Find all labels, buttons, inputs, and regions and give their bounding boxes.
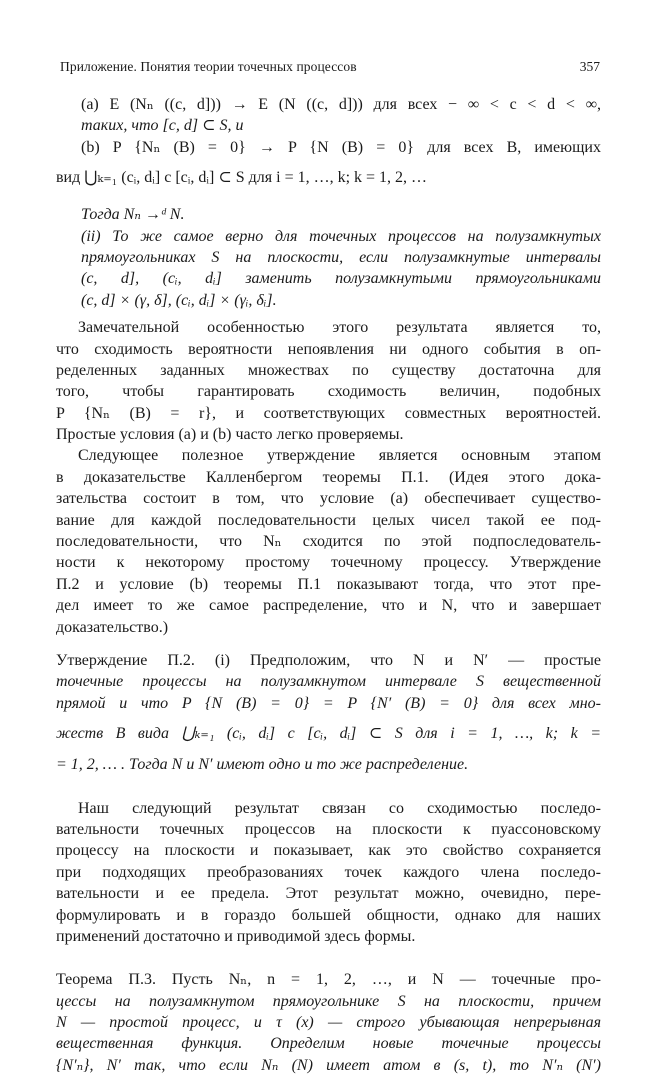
text-line: применений достаточно и приводимой здесь формы. bbox=[56, 927, 416, 945]
text-line: Следующее полезное утверждение является основным этапом bbox=[78, 447, 601, 465]
text-line: ределенных заданных множествах по существу достаточна для bbox=[56, 361, 601, 379]
page-body bbox=[56, 94, 601, 1076]
text-line: вательности и ее предела. Этот результат можно, очевидно, пере- bbox=[56, 885, 601, 903]
text-line: (c, d] × (γ, δ], (cᵢ, dᵢ] × (γᵢ, δᵢ]. bbox=[81, 291, 277, 309]
text-line: дел имеет то же самое распределение, что и N, что и завершает bbox=[56, 597, 601, 615]
text-line: формулировать и в гораздо большей общности, однако для наших bbox=[56, 906, 601, 924]
text-line: (b) P {Nₙ (B) = 0} → P {N (B) = 0} для всех B, имеющих bbox=[81, 138, 601, 156]
text-line: {N′ₙ}, N′ так, что если Nₙ (N) имеет атом в (s, t), то N′ₙ (N′) bbox=[56, 1056, 601, 1074]
text-line: процессу на плоскости и показывает, как это свойство сохраняется bbox=[56, 842, 601, 860]
text-line: ности к некоторому простому точечному процессу. Утверждение bbox=[56, 554, 601, 572]
text-line: P {Nₙ (B) = r}, и соответствующих совместных вероятностей. bbox=[56, 404, 601, 422]
running-title: Приложение. Понятия теории точечных процессов bbox=[60, 59, 357, 74]
text-line: Теорема П.3. Пусть Nₙ, n = 1, 2, …, и N — точечные про- bbox=[56, 971, 601, 989]
text-line: (ii) То же самое верно для точечных процессов на полузамкнутых bbox=[81, 227, 601, 245]
text-line: доказательство.) bbox=[56, 618, 169, 636]
text-line: что сходимость вероятности непоявления ни одного события в оп- bbox=[56, 340, 601, 358]
text-line: прямоугольниках S на плоскости, если полузамкнутые интервалы bbox=[81, 248, 601, 266]
text-line: точечные процессы на полузамкнутом интервале S вещественной bbox=[56, 673, 601, 691]
text-line: Утверждение П.2. (i) Предположим, что N и N′ — простые bbox=[56, 651, 601, 669]
text-line: того, чтобы гарантировать сходимость величин, подобных bbox=[56, 383, 601, 401]
text-line: вещественная функция. Определим новые точечные процессы bbox=[56, 1035, 601, 1053]
text-line: таких, что [c, d] ⊂ S, и bbox=[81, 117, 244, 135]
text-line: N — простой процесс, и τ (x) — строго убывающая непрерывная bbox=[56, 1014, 601, 1032]
text-line: зательства состоит в том, что условие (a) обеспечивает существо- bbox=[56, 490, 601, 508]
line-gap bbox=[56, 947, 601, 969]
line-gap bbox=[56, 776, 601, 798]
text-line: последовательности, что Nₙ сходится по этой подпоследователь- bbox=[56, 533, 601, 551]
text-line: цессы на полузамкнутом прямоугольнике S на плоскости, причем bbox=[56, 992, 601, 1010]
text-line: Тогда Nₙ →ᵈ N. bbox=[81, 206, 185, 224]
text-line: прямой и что P {N (B) = 0} = P {N′ (B) = 0} для всех мно- bbox=[56, 694, 601, 712]
text-line: = 1, 2, … . Тогда N и N′ имеют одно и то же распределение. bbox=[56, 756, 469, 774]
text-line: вид ⋃ₖ₌₁ (cᵢ, dᵢ] с [cᵢ, dᵢ] ⊂ S для i = 1, …, k; k = 1, 2, … bbox=[56, 169, 428, 187]
text-line: вание для каждой последовательности целых чисел такой ее под- bbox=[56, 511, 601, 529]
text-line: Замечательной особенностью этого результата является то, bbox=[78, 319, 601, 337]
text-line: в доказательстве Калленбергом теоремы П.1. (Идея этого дока- bbox=[56, 468, 601, 486]
text-line: Наш следующий результат связан со сходимостью последо- bbox=[78, 799, 601, 817]
text-line: при подходящих преобразованиях точек каждого члена последо- bbox=[56, 863, 601, 881]
text-line: П.2 и условие (b) теоремы П.1 показывают тогда, что этот пре- bbox=[56, 575, 601, 593]
text-line: Простые условия (a) и (b) часто легко проверяемы. bbox=[56, 426, 404, 444]
text-line: вательности точечных процессов на плоскости к пуассоновскому bbox=[56, 820, 601, 838]
text-line: жеств B вида ⋃ₖ₌₁ (cᵢ, dᵢ] с [cᵢ, dᵢ] ⊂ S для i = 1, …, k; k = bbox=[56, 725, 601, 743]
text-line: (a) E (Nₙ ((c, d])) → E (N ((c, d])) для всех − ∞ < c < d < ∞, bbox=[81, 96, 601, 113]
line-gap bbox=[56, 638, 601, 650]
page-number: 357 bbox=[579, 59, 600, 74]
text-line: (c, d], (cᵢ, dᵢ] заменить полузамкнутыми прямоугольниками bbox=[81, 270, 601, 288]
